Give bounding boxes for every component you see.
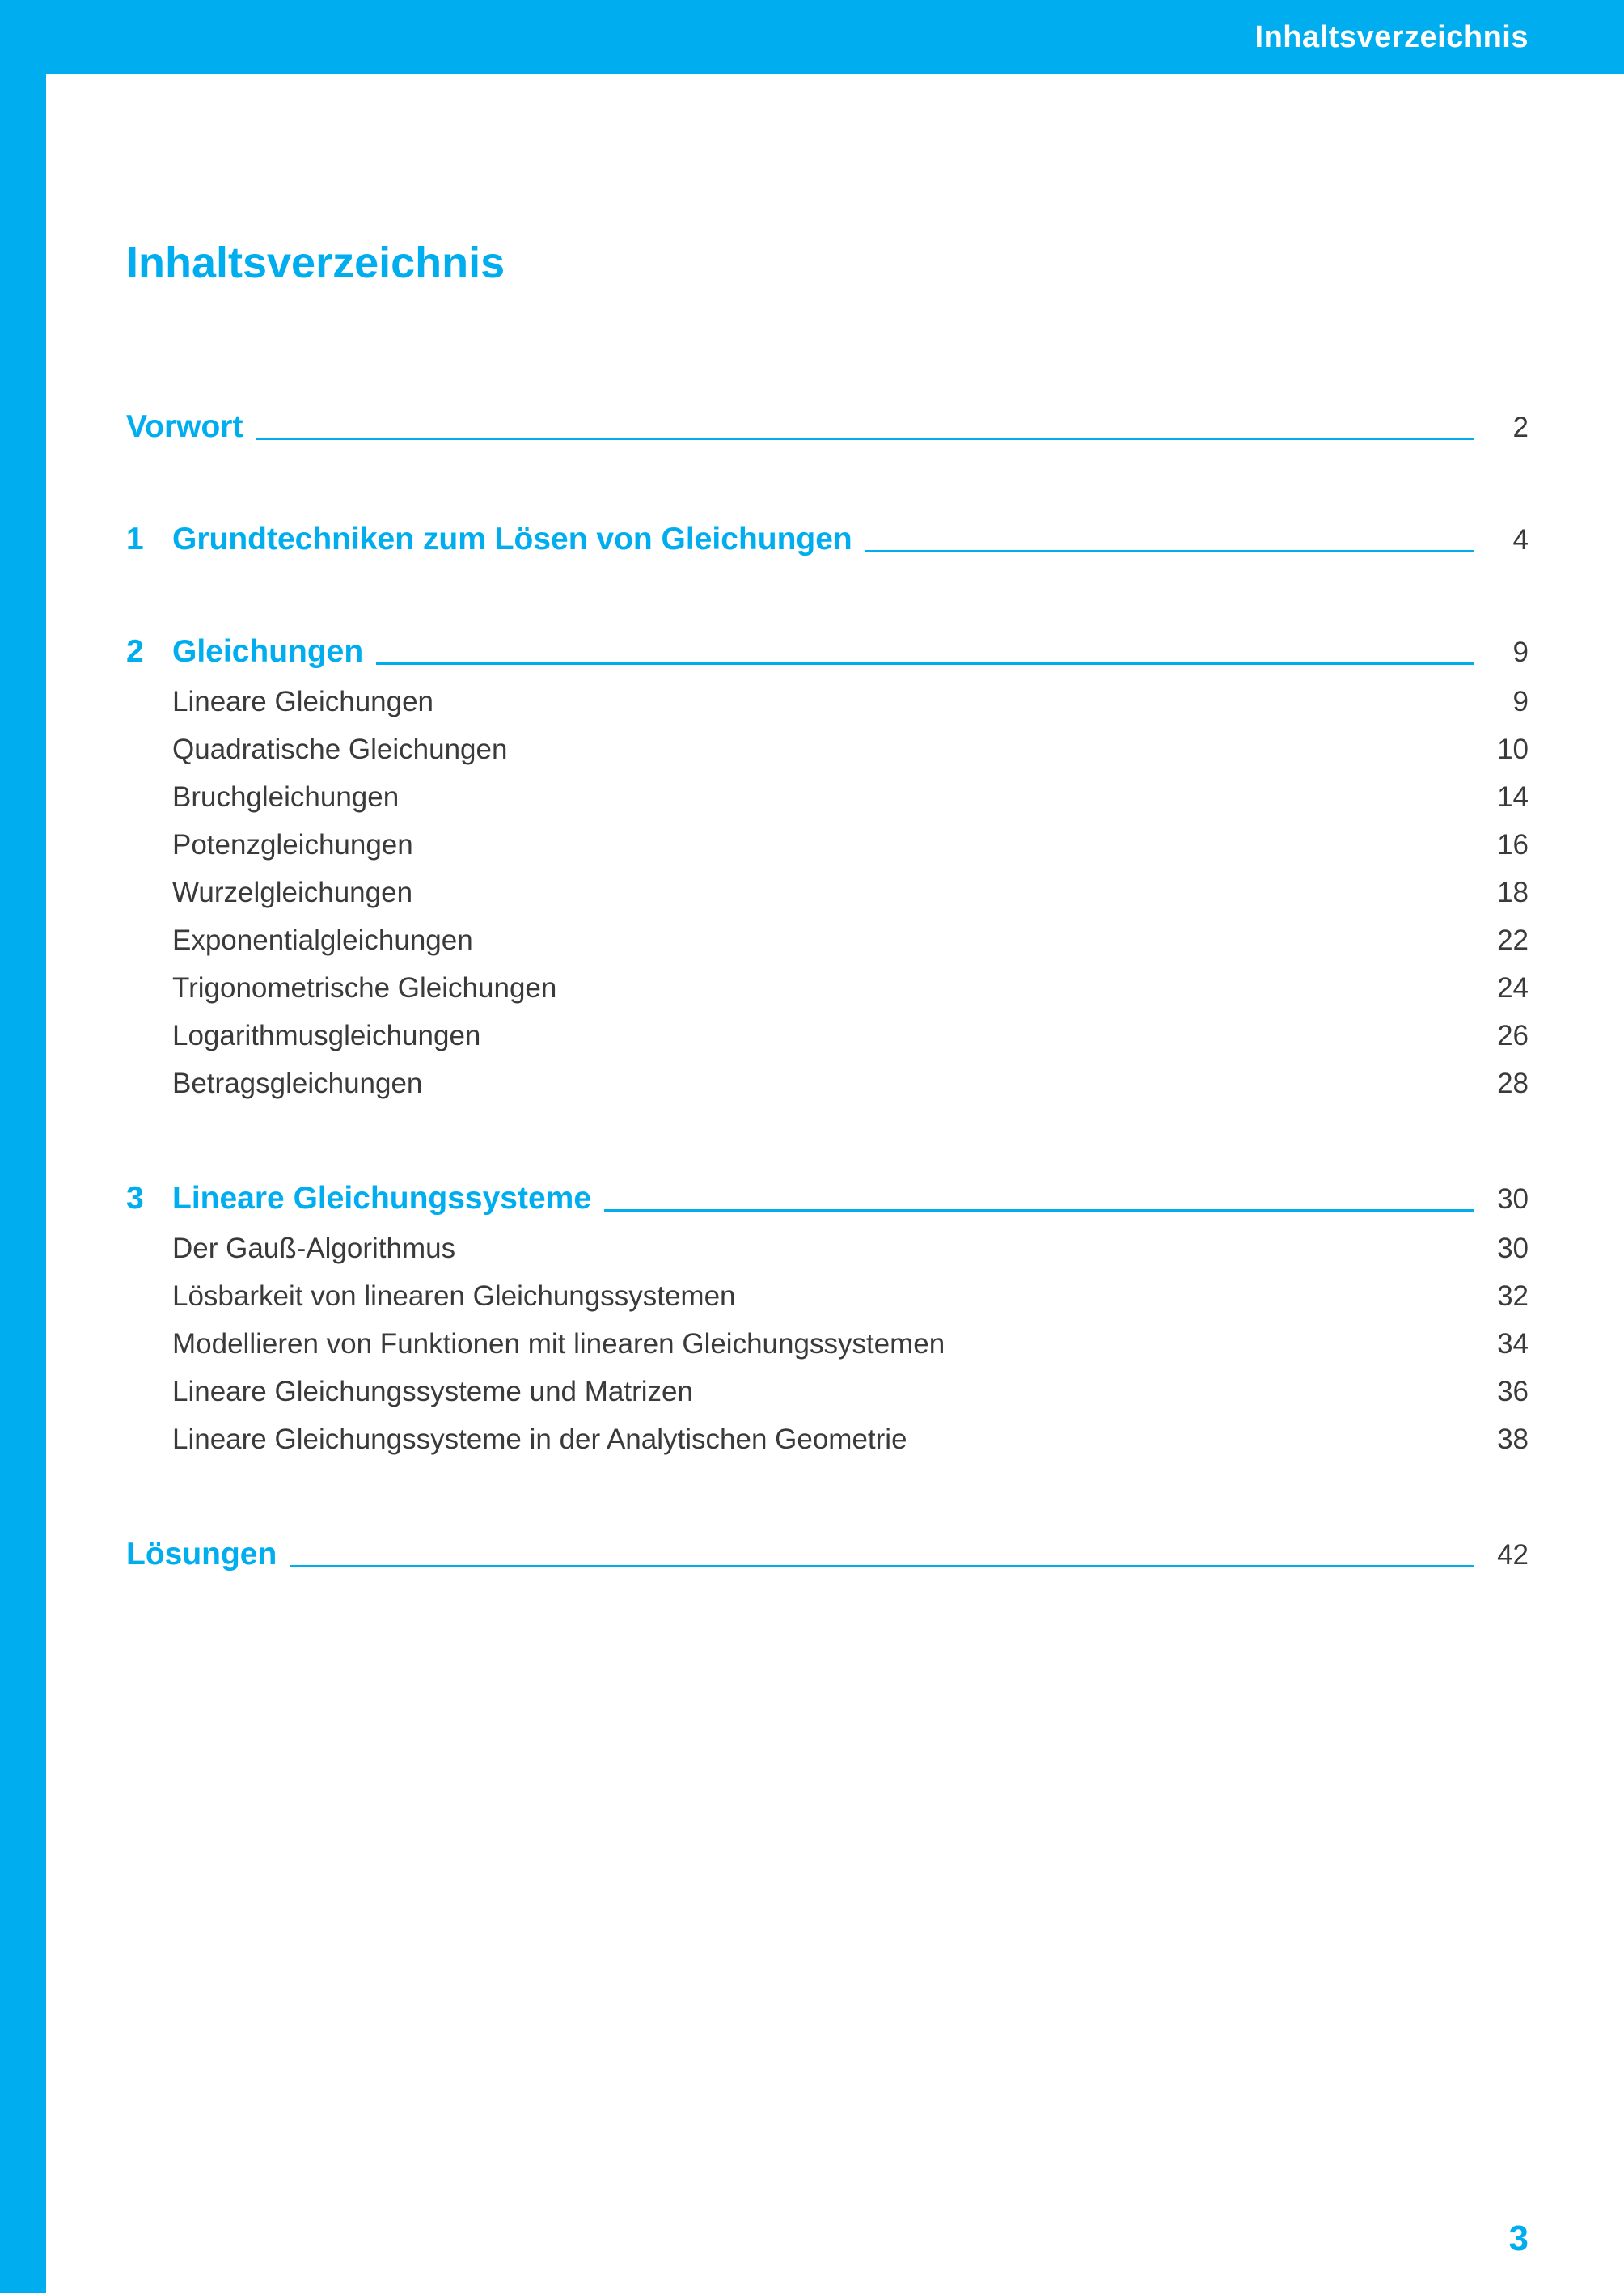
subitem-page-number: 24 — [1497, 972, 1529, 1005]
section-title: Lösungen — [126, 1537, 277, 1572]
section-number: 1 — [126, 522, 144, 557]
subitem-title: Wurzelgleichungen — [172, 877, 413, 909]
toc-section-head — [126, 407, 1529, 448]
subitem-page-number: 9 — [1512, 686, 1529, 718]
section-title: Grundtechniken zum Lösen von Gleichungen — [172, 522, 852, 557]
toc-subitem — [126, 1225, 1529, 1272]
toc-section — [126, 632, 1529, 1107]
toc-subitem — [126, 1415, 1529, 1463]
section-page-number: 2 — [1512, 412, 1529, 444]
subitem-page-number: 18 — [1497, 877, 1529, 909]
subitem-title: Betragsgleichungen — [172, 1068, 423, 1100]
subitem-title: Lineare Gleichungssysteme und Matrizen — [172, 1376, 693, 1408]
toc-section — [126, 519, 1529, 561]
toc-subitem — [126, 773, 1529, 821]
subitem-page-number: 38 — [1497, 1424, 1529, 1456]
leader-line — [290, 1565, 1474, 1567]
section-page-number: 4 — [1512, 524, 1529, 556]
toc-section-head — [126, 1178, 1529, 1220]
subitem-page-number: 32 — [1497, 1280, 1529, 1313]
toc-subitem-list — [126, 1225, 1529, 1463]
subitem-page-number: 36 — [1497, 1376, 1529, 1408]
subitem-page-number: 14 — [1497, 781, 1529, 814]
leader-line — [256, 438, 1474, 440]
toc-subitem-list — [126, 678, 1529, 1107]
subitem-page-number: 16 — [1497, 829, 1529, 861]
subitem-page-number: 34 — [1497, 1328, 1529, 1360]
section-title: Gleichungen — [172, 634, 364, 670]
subitem-title: Logarithmusgleichungen — [172, 1020, 481, 1052]
section-number: 2 — [126, 634, 144, 670]
subitem-title: Der Gauß-Algorithmus — [172, 1233, 456, 1265]
toc-section — [126, 1534, 1529, 1576]
toc-subitem — [126, 1060, 1529, 1107]
footer-page-number: 3 — [1508, 2219, 1529, 2258]
leader-line — [865, 550, 1474, 552]
subitem-title: Quadratische Gleichungen — [172, 734, 508, 766]
section-title: Lineare Gleichungssysteme — [172, 1181, 592, 1216]
page-title: Inhaltsverzeichnis — [126, 239, 505, 287]
toc-subitem — [126, 916, 1529, 964]
section-page-number: 30 — [1497, 1183, 1529, 1216]
subitem-page-number: 30 — [1497, 1233, 1529, 1265]
subitem-title: Trigonometrische Gleichungen — [172, 972, 557, 1005]
header-label: Inhaltsverzeichnis — [1254, 19, 1529, 54]
toc-subitem — [126, 1012, 1529, 1060]
subitem-title: Modellieren von Funktionen mit linearen Gleichungssystemen — [172, 1328, 945, 1360]
subitem-title: Lineare Gleichungen — [172, 686, 434, 718]
subitem-page-number: 22 — [1497, 924, 1529, 957]
section-page-number: 9 — [1512, 637, 1529, 669]
section-number: 3 — [126, 1181, 144, 1216]
section-title: Vorwort — [126, 409, 243, 445]
toc-list — [126, 407, 1529, 1576]
subitem-title: Bruchgleichungen — [172, 781, 400, 814]
subitem-title: Exponentialgleichungen — [172, 924, 473, 957]
subitem-page-number: 28 — [1497, 1068, 1529, 1100]
page-content — [126, 0, 1529, 1576]
toc-subitem — [126, 1368, 1529, 1415]
leader-line — [604, 1209, 1474, 1212]
subitem-title: Potenzgleichungen — [172, 829, 413, 861]
subitem-title: Lösbarkeit von linearen Gleichungssystemen — [172, 1280, 736, 1313]
toc-subitem — [126, 1320, 1529, 1368]
toc-section-head — [126, 632, 1529, 673]
toc-subitem — [126, 821, 1529, 869]
toc-subitem — [126, 964, 1529, 1012]
toc-subitem — [126, 678, 1529, 726]
subitem-title: Lineare Gleichungssysteme in der Analytischen Geometrie — [172, 1424, 907, 1456]
toc-section-head — [126, 1534, 1529, 1576]
toc-section — [126, 1178, 1529, 1463]
toc-subitem — [126, 1272, 1529, 1320]
left-accent-strip — [0, 0, 46, 2293]
toc-subitem — [126, 726, 1529, 773]
subitem-page-number: 26 — [1497, 1020, 1529, 1052]
section-page-number: 42 — [1497, 1539, 1529, 1572]
toc-section-head — [126, 519, 1529, 561]
toc-subitem — [126, 869, 1529, 916]
subitem-page-number: 10 — [1497, 734, 1529, 766]
toc-section — [126, 407, 1529, 448]
leader-line — [376, 662, 1474, 665]
